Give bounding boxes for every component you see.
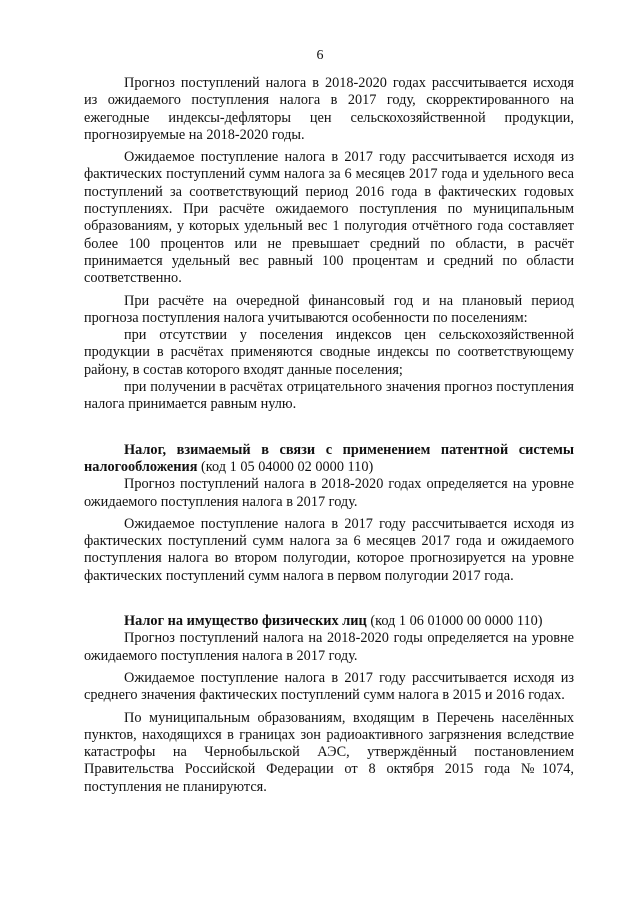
paragraph: Ожидаемое поступление налога в 2017 году рассчитывается исходя из фактических поступлений сумм налога за 6 месяцев 2017 года и удельного веса поступлений за соответствующий период 2016 года в фактических годовых поступлениях. При расчёте ожидаемого поступления по муниципальным образованиям, у которых удельный вес 1 полугодия отчётного года составляет более 100 процентов или не превышает средний по области, в расчёт принимается удельный вес равный 100 процентам и средний по области соответственно. [84, 149, 574, 287]
paragraph: Прогноз поступлений налога в 2018-2020 годах рассчитывается исходя из ожидаемого поступления налога в 2017 году, скорректированного на ежегодные индексы-дефляторы цен сельскохозяйственной продукции, прогнозируемые на 2018-2020 годы. [84, 75, 574, 143]
section-heading-title: Налог, взимаемый в связи с применением патентной системы налогообложения [84, 441, 574, 475]
paragraph: Ожидаемое поступление налога в 2017 году рассчитывается исходя из среднего значения фактических поступлений сумм налога в 2015 и 2016 годах. [84, 669, 574, 704]
paragraph: Прогноз поступлений налога на 2018-2020 годы определяется на уровне ожидаемого поступления налога в 2017 году. [84, 630, 574, 664]
paragraph: при получении в расчётах отрицательного значения прогноз поступления налога принимается равным нулю. [84, 379, 574, 413]
document-body [84, 75, 574, 796]
paragraph: Ожидаемое поступление налога в 2017 году рассчитывается исходя из фактических поступлений сумм налога за 6 месяцев 2017 года и ожидаемого поступления налога во втором полугодии, которое прогнозируется на уровне фактических поступлений сумм налога в первом полугодии 2017 года. [84, 515, 574, 584]
paragraph: По муниципальным образованиям, входящим в Перечень населённых пунктов, находящихся в границах зон радиоактивного загрязнения вследствие катастрофы на Чернобыльской АЭС, утверждённый постановлением Правительства Российской Федерации от 8 октября 2015 года №1074, поступления не планируются. [84, 709, 574, 795]
section-heading-code: (код 1 06 01000 00 0000 110) [366, 613, 543, 630]
section-heading-title: Налог на имущество физических лиц [124, 613, 367, 630]
section-heading [84, 442, 574, 477]
paragraph: Прогноз поступлений налога в 2018-2020 годах определяется на уровне ожидаемого поступления налога в 2017 году. [84, 476, 574, 510]
section-heading [84, 613, 574, 630]
page-number: 6 [316, 48, 324, 63]
paragraph: При расчёте на очередной финансовый год и на плановый период прогноза поступления налога учитываются особенности по поселениям: [84, 292, 574, 326]
paragraph: при отсутствии у поселения индексов цен сельскохозяйственной продукции в расчётах применяются сводные индексы по соответствующему району, в состав которого входят данные поселения; [84, 327, 574, 378]
section-heading-code: (код 1 05 04000 02 0000 110) [197, 458, 374, 475]
